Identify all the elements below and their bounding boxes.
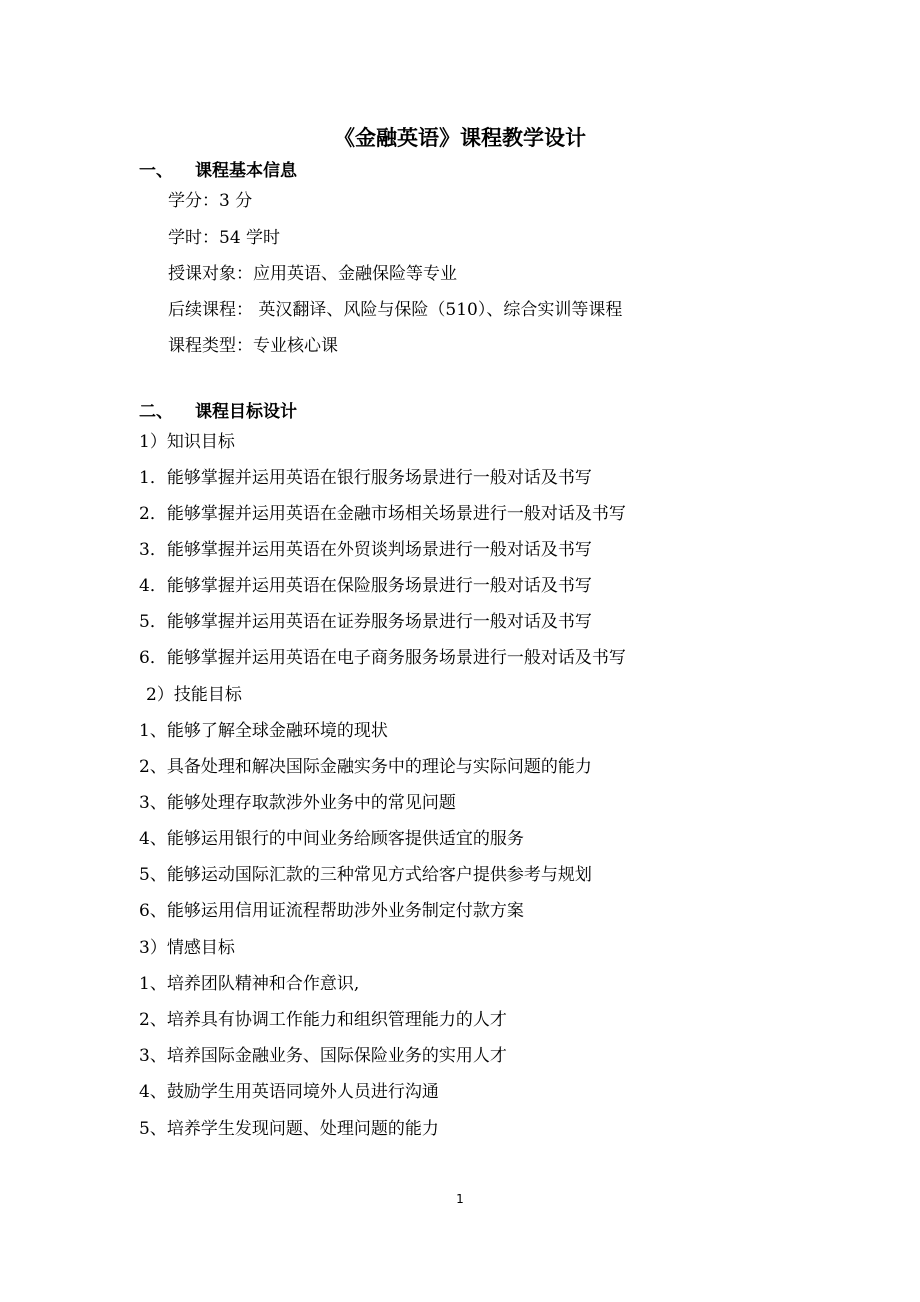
knowledge-goals-label: 1）知识目标 — [139, 432, 235, 452]
section-1-title: 课程基本信息 — [195, 161, 297, 181]
section-2-number: 二、 — [139, 402, 173, 422]
knowledge-goal-item: 5．能够掌握并运用英语在证券服务场景进行一般对话及书写 — [139, 612, 592, 632]
skill-goal-item: 4、能够运用银行的中间业务给顾客提供适宜的服务 — [139, 829, 524, 849]
skill-goal-item: 3、能够处理存取款涉外业务中的常见问题 — [139, 793, 456, 813]
emotion-goal-item: 5、培养学生发现问题、处理问题的能力 — [139, 1119, 439, 1139]
section-1-number: 一、 — [139, 161, 173, 181]
emotion-goals-label: 3）情感目标 — [139, 938, 235, 958]
knowledge-goal-item: 6．能够掌握并运用英语在电子商务服务场景进行一般对话及书写 — [139, 648, 626, 668]
emotion-goal-item: 4、鼓励学生用英语同境外人员进行沟通 — [139, 1082, 439, 1102]
info-course-type: 课程类型：专业核心课 — [168, 336, 338, 356]
section-2-heading — [139, 401, 297, 423]
page-number: 1 — [456, 1192, 464, 1206]
section-1-heading — [139, 160, 297, 182]
info-hours: 学时：54 学时 — [168, 228, 281, 248]
knowledge-goal-item: 1．能够掌握并运用英语在银行服务场景进行一般对话及书写 — [139, 468, 592, 488]
info-credits: 学分：3 分 — [168, 191, 253, 211]
info-followup-courses: 后续课程： 英汉翻译、风险与保险（510）、综合实训等课程 — [168, 300, 623, 320]
emotion-goal-item: 2、培养具有协调工作能力和组织管理能力的人才 — [139, 1010, 507, 1030]
info-audience: 授课对象：应用英语、金融保险等专业 — [168, 264, 457, 284]
knowledge-goal-item: 3．能够掌握并运用英语在外贸谈判场景进行一般对话及书写 — [139, 540, 592, 560]
skill-goal-item: 6、能够运用信用证流程帮助涉外业务制定付款方案 — [139, 901, 524, 921]
skill-goals-label: 2）技能目标 — [146, 685, 242, 705]
section-2-title: 课程目标设计 — [195, 402, 297, 422]
skill-goal-item: 1、能够了解全球金融环境的现状 — [139, 721, 388, 741]
emotion-goal-item: 3、培养国际金融业务、国际保险业务的实用人才 — [139, 1046, 507, 1066]
skill-goal-item: 5、能够运动国际汇款的三种常见方式给客户提供参考与规划 — [139, 865, 592, 885]
skill-goal-item: 2、具备处理和解决国际金融实务中的理论与实际问题的能力 — [139, 757, 592, 777]
knowledge-goal-item: 4．能够掌握并运用英语在保险服务场景进行一般对话及书写 — [139, 576, 592, 596]
knowledge-goal-item: 2．能够掌握并运用英语在金融市场相关场景进行一般对话及书写 — [139, 504, 626, 524]
emotion-goal-item: 1、培养团队精神和合作意识, — [139, 974, 360, 994]
document-title: 《金融英语》课程教学设计 — [334, 126, 586, 150]
